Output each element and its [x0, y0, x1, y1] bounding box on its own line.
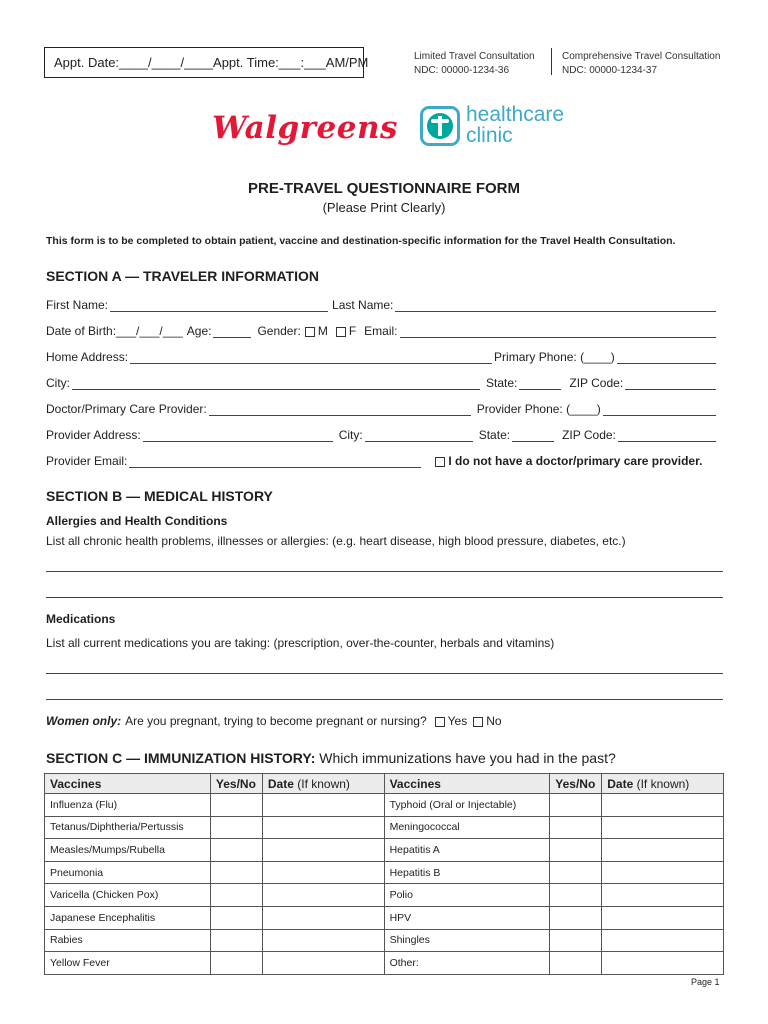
yesno-cell[interactable] [550, 906, 602, 929]
table-row [45, 839, 724, 862]
date-cell[interactable] [602, 816, 724, 839]
provider-address-field[interactable] [143, 430, 333, 442]
table-header-row [45, 774, 724, 794]
table-row [45, 906, 724, 929]
age-field[interactable] [213, 326, 251, 338]
medications-prompt: List all current medications you are taking: (prescription, over-the-counter, herbals and vitamins) [46, 636, 555, 650]
email-label: Email: [364, 324, 398, 338]
yesno-cell[interactable] [550, 952, 602, 975]
vaccine-name-cell: Pneumonia [45, 861, 211, 884]
vaccine-name-cell: Varicella (Chicken Pox) [45, 884, 211, 907]
date-cell[interactable] [602, 884, 724, 907]
vaccine-name-cell: Hepatitis A [384, 839, 550, 862]
table-row [45, 861, 724, 884]
provider-phone-label: Provider Phone: (____) [476, 402, 601, 416]
col-header-yesno: Yes/No [210, 774, 262, 794]
date-cell[interactable] [602, 794, 724, 817]
home-address-label: Home Address: [46, 350, 129, 364]
primary-phone-label: Primary Phone: (____) [494, 350, 615, 364]
vaccine-name-cell: Japanese Encephalitis [45, 906, 211, 929]
last-name-field[interactable] [395, 300, 716, 312]
section-c-title: SECTION C — IMMUNIZATION HISTORY: [46, 750, 316, 766]
provider-address-row [46, 426, 718, 442]
provider-state-label: State: [478, 428, 511, 442]
intro-text: This form is to be completed to obtain patient, vaccine and destination-specific information for the Travel Health Consultation. [46, 235, 676, 247]
healthcare-clinic-logo [466, 104, 564, 146]
col-header-date [602, 774, 724, 794]
page-number: Page 1 [691, 977, 720, 987]
yesno-cell[interactable] [550, 929, 602, 952]
pregnancy-yes-label: Yes [447, 714, 468, 728]
date-cell[interactable] [262, 906, 384, 929]
yesno-cell[interactable] [210, 861, 262, 884]
date-cell[interactable] [262, 929, 384, 952]
table-row [45, 952, 724, 975]
allergies-line-1[interactable] [46, 571, 723, 572]
date-note: (If known) [636, 776, 690, 791]
home-address-field[interactable] [130, 352, 492, 364]
provider-address-label: Provider Address: [46, 428, 141, 442]
first-name-field[interactable] [110, 300, 328, 312]
gender-male-checkbox[interactable] [305, 327, 315, 337]
gender-male-label: M [317, 324, 328, 338]
immunization-table [44, 773, 724, 975]
table-row [45, 794, 724, 817]
provider-zip-label: ZIP Code: [562, 428, 616, 442]
walgreens-logo: Walgreens [212, 110, 398, 146]
col-header-date [262, 774, 384, 794]
ndc-limited [414, 50, 535, 78]
table-row [45, 816, 724, 839]
immunization-table-body [45, 794, 724, 975]
date-cell[interactable] [262, 884, 384, 907]
yesno-cell[interactable] [550, 794, 602, 817]
date-cell[interactable] [602, 861, 724, 884]
yesno-cell[interactable] [210, 929, 262, 952]
ndc-limited-name: Limited Travel Consultation [414, 51, 535, 62]
ndc-divider [551, 48, 552, 75]
age-label: Age: [186, 324, 212, 338]
medications-heading: Medications [46, 612, 116, 626]
doctor-field[interactable] [209, 404, 471, 416]
form-title: PRE-TRAVEL QUESTIONNAIRE FORM [248, 180, 520, 197]
section-c-heading [46, 750, 616, 766]
dob-row [46, 322, 718, 338]
vaccine-name-cell: Hepatitis B [384, 861, 550, 884]
date-cell[interactable] [262, 839, 384, 862]
ndc-limited-code: NDC: 00000-1234-36 [414, 65, 510, 76]
allergies-line-2[interactable] [46, 597, 723, 598]
zip-label: ZIP Code: [569, 376, 624, 390]
doctor-row [46, 400, 718, 416]
date-note: (If known) [297, 776, 350, 791]
col-header-vaccines: Vaccines [45, 774, 211, 794]
no-doctor-label: I do not have a doctor/primary care provider. [448, 454, 703, 468]
yesno-cell[interactable] [210, 839, 262, 862]
state-label: State: [486, 376, 518, 390]
col-header-vaccines: Vaccines [384, 774, 550, 794]
pregnancy-row [46, 712, 718, 728]
section-b-heading: SECTION B — MEDICAL HISTORY [46, 488, 273, 504]
ndc-comprehensive-code: NDC: 00000-1234-37 [562, 65, 658, 76]
appointment-box [44, 47, 369, 78]
vaccine-name-cell: Rabies [45, 929, 211, 952]
provider-email-field[interactable] [129, 456, 421, 468]
date-label: Date [607, 776, 634, 791]
women-only-label: Women only: [46, 714, 122, 728]
provider-state-field[interactable] [512, 430, 554, 442]
provider-zip-field[interactable] [618, 430, 716, 442]
appointment-time-field[interactable]: Appt. Time:___:___AM/PM [213, 55, 369, 70]
yesno-cell[interactable] [550, 816, 602, 839]
provider-email-label: Provider Email: [46, 454, 128, 468]
clinic-logo-line2: clinic [466, 124, 513, 147]
doctor-label: Doctor/Primary Care Provider: [46, 402, 207, 416]
vaccine-name-cell: HPV [384, 906, 550, 929]
zip-field[interactable] [625, 378, 716, 390]
primary-phone-field[interactable] [617, 352, 716, 364]
yesno-cell[interactable] [210, 906, 262, 929]
city-field[interactable] [72, 378, 480, 390]
caduceus-icon [420, 106, 460, 146]
yesno-cell[interactable] [210, 816, 262, 839]
email-field[interactable] [400, 326, 717, 338]
yesno-cell[interactable] [210, 884, 262, 907]
provider-phone-field[interactable] [603, 404, 716, 416]
date-label: Date [267, 776, 294, 791]
date-cell[interactable] [602, 929, 724, 952]
medications-line-1[interactable] [46, 673, 723, 674]
vaccine-name-cell: Influenza (Flu) [45, 794, 211, 817]
date-cell[interactable] [602, 839, 724, 862]
city-row [46, 374, 718, 390]
vaccine-name-cell: Meningococcal [384, 816, 550, 839]
allergies-heading: Allergies and Health Conditions [46, 514, 228, 528]
gender-label: Gender: [257, 324, 301, 338]
pregnancy-no-label: No [486, 714, 502, 728]
form-subtitle: (Please Print Clearly) [322, 200, 446, 215]
table-row [45, 884, 724, 907]
yesno-cell[interactable] [210, 952, 262, 975]
section-a-heading: SECTION A — TRAVELER INFORMATION [46, 268, 319, 284]
appointment-date-field[interactable]: Appt. Date:____/____/____ [54, 55, 214, 70]
vaccine-name-cell: Tetanus/Diphtheria/Pertussis [45, 816, 211, 839]
date-cell[interactable] [262, 794, 384, 817]
date-cell[interactable] [262, 816, 384, 839]
yesno-cell[interactable] [210, 794, 262, 817]
date-cell[interactable] [602, 906, 724, 929]
date-cell[interactable] [602, 952, 724, 975]
no-doctor-checkbox[interactable] [435, 457, 445, 467]
allergies-prompt: List all chronic health problems, illnesses or allergies: (e.g. heart disease, high blood pressure, diabetes, etc.) [46, 534, 626, 548]
ndc-comprehensive-name: Comprehensive Travel Consultation [562, 51, 721, 62]
provider-email-row [46, 452, 718, 468]
date-cell[interactable] [262, 952, 384, 975]
vaccine-name-cell: Measles/Mumps/Rubella [45, 839, 211, 862]
pregnancy-yes-checkbox[interactable] [435, 717, 445, 727]
clinic-logo-line1: healthcare [466, 103, 565, 126]
yesno-cell[interactable] [550, 861, 602, 884]
provider-city-label: City: [338, 428, 363, 442]
pregnancy-no-checkbox[interactable] [473, 717, 483, 727]
home-address-row [46, 348, 718, 364]
gender-female-label: F [348, 324, 357, 338]
vaccine-name-cell: Yellow Fever [45, 952, 211, 975]
provider-city-field[interactable] [365, 430, 473, 442]
ndc-comprehensive [562, 50, 720, 78]
table-row [45, 929, 724, 952]
name-row [46, 296, 718, 312]
dob-field[interactable]: Date of Birth:___/___/___ [46, 324, 183, 338]
medications-line-2[interactable] [46, 699, 723, 700]
city-label: City: [46, 376, 70, 390]
col-header-yesno: Yes/No [550, 774, 602, 794]
yesno-cell[interactable] [550, 884, 602, 907]
section-c-question: Which immunizations have you had in the past? [319, 750, 616, 766]
yesno-cell[interactable] [550, 839, 602, 862]
first-name-label: First Name: [46, 298, 109, 312]
vaccine-name-cell: Polio [384, 884, 550, 907]
state-field[interactable] [519, 378, 561, 390]
vaccine-name-cell: Shingles [384, 929, 550, 952]
vaccine-name-cell: Other: [384, 952, 550, 975]
date-cell[interactable] [262, 861, 384, 884]
last-name-label: Last Name: [332, 298, 394, 312]
pregnancy-question: Are you pregnant, trying to become pregnant or nursing? [125, 714, 427, 728]
gender-female-checkbox[interactable] [336, 327, 346, 337]
vaccine-name-cell: Typhoid (Oral or Injectable) [384, 794, 550, 817]
